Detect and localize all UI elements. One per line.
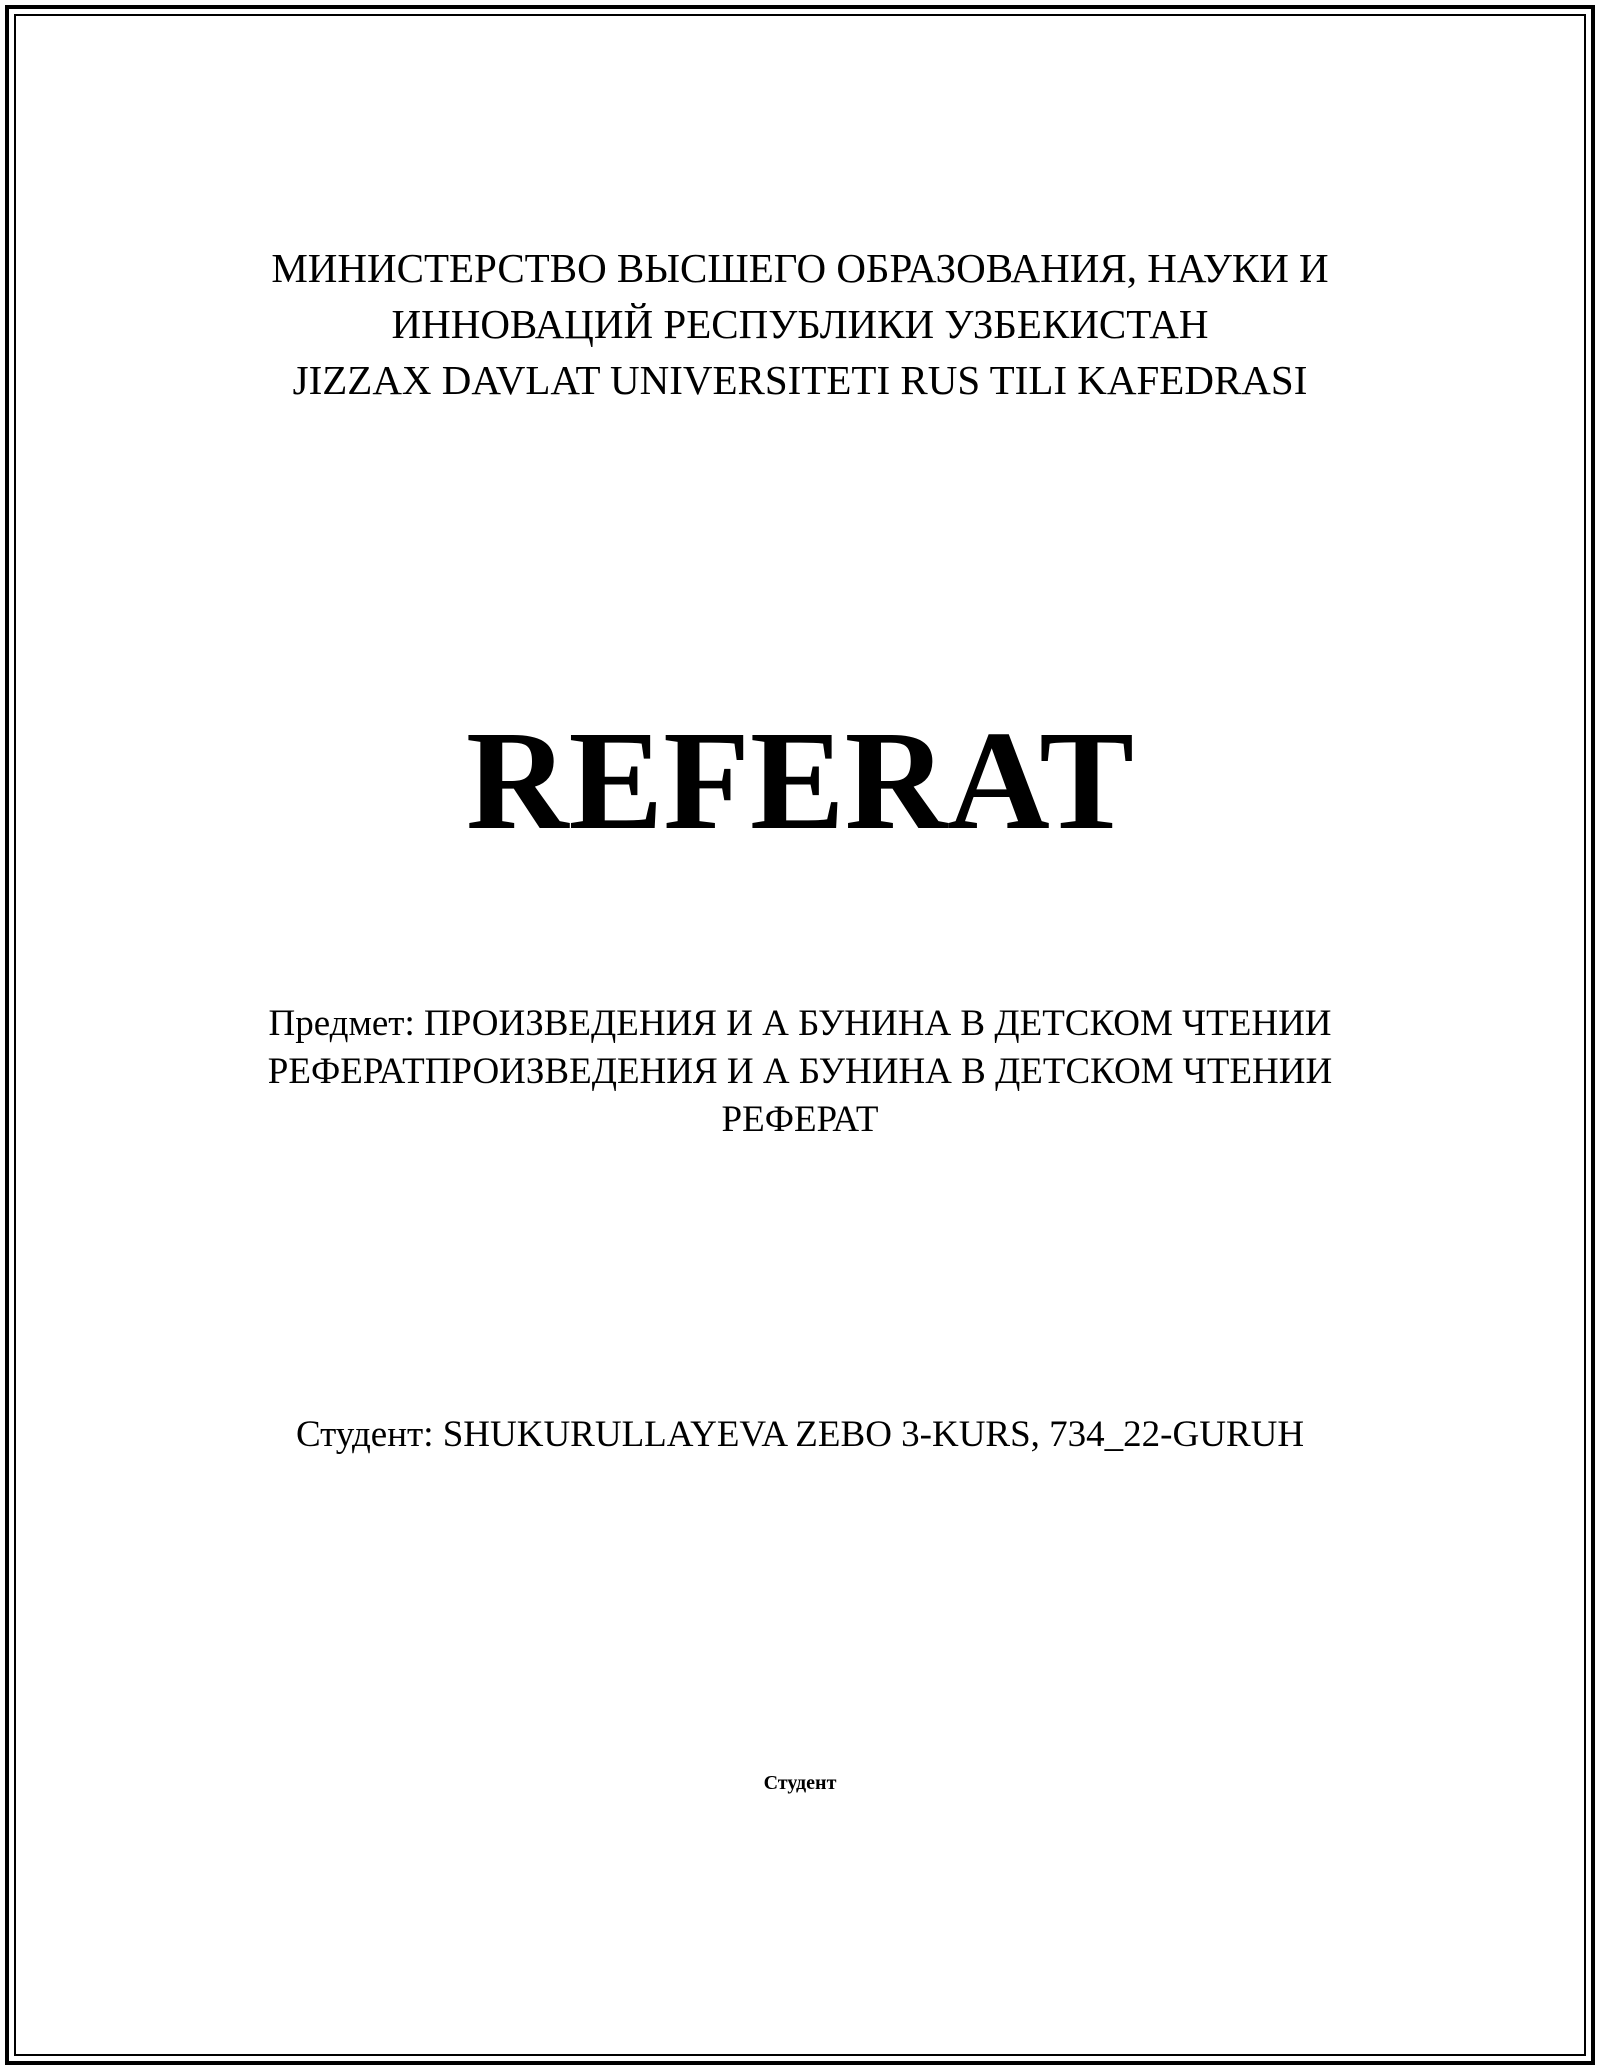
student-footer-label: Студент: [763, 1772, 837, 1794]
document-title: REFERAT: [466, 701, 1134, 859]
ministry-line-2: ИННОВАЦИЙ РЕСПУБЛИКИ УЗБЕКИСТАН: [391, 301, 1209, 347]
subject-line-2: РЕФЕРАТПРОИЗВЕДЕНИЯ И А БУНИНА В ДЕТСКОМ ЧТЕНИИ: [267, 1051, 1333, 1092]
student-info: Студент: SHUKURULLAYEVA ZEBO 3-KURS, 734_22-GURUH: [295, 1414, 1305, 1455]
subject-line-1: Предмет: ПРОИЗВЕДЕНИЯ И А БУНИНА В ДЕТСКОМ ЧТЕНИИ: [268, 1003, 1332, 1044]
ministry-line-1: МИНИСТЕРСТВО ВЫСШЕГО ОБРАЗОВАНИЯ, НАУКИ И: [271, 245, 1329, 291]
university-department-line: JIZZAX DAVLAT UNIVERSITETI RUS TILI KAFEDRASI: [292, 357, 1308, 403]
subject-line-3: РЕФЕРАТ: [721, 1099, 879, 1140]
